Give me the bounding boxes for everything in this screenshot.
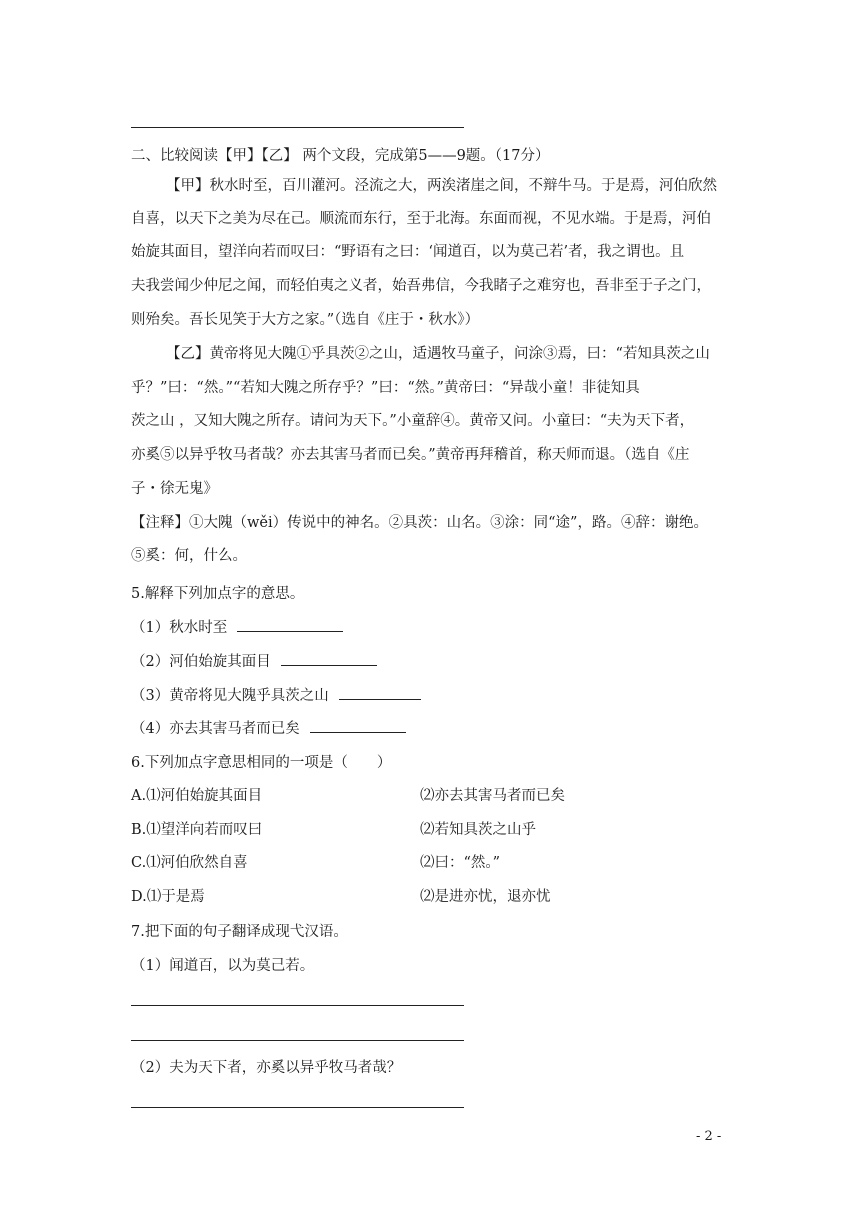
answer-blank[interactable] [310,718,406,733]
section-heading: 二、比较阅读【甲】【乙】 两个文段，完成第5——9题。（17分） [131,148,550,164]
passage-yi-line: 乎？”曰：“然。”“若知大隗之所存乎？”曰：“然。”黄帝曰：“异哉小童！非徒知具 [131,380,640,396]
q6-stem: 6.下列加点字意思相同的一项是（ ） [131,755,392,771]
answer-blank[interactable] [281,651,377,666]
q5-stem: 5.解释下列加点字的意思。 [131,586,305,602]
passage-jia-line: 自喜，以天下之美为尽在己。顺流而东行，至于北海。东面而视，不见水端。于是焉，河伯 [131,211,711,227]
passage-yi-line: 茨之山 ，又知大隗之所存。请问为天下。”小童辞④。黄帝又问。小童曰：“夫为天下者， [131,413,695,429]
top-rule [131,127,464,128]
q5-item-text: （3）黄帝将见大隗乎具茨之山 [131,688,329,704]
q6-option-d-part2: ⑵是进亦忧，退亦忧 [420,889,551,905]
answer-blank[interactable] [237,617,343,632]
q6-option-c-part2: ⑵曰：“然。” [420,855,501,871]
q7-stem: 7.把下面的句子翻译成现弋汉语。 [131,924,348,940]
answer-line[interactable] [131,1040,464,1041]
passage-jia-line: 则殆矣。吾长见笑于大方之家。”（选自《庄于・秋水》） [131,312,480,328]
q7-sentence-1: （1）闻道百，以为莫己若。 [131,958,315,974]
q6-option-a-part2: ⑵亦去其害马者而已矣 [420,788,565,804]
q6-option-b-part2: ⑵若知具茨之山乎 [420,822,536,838]
q5-item-text: （4）亦去其害马者而已矣 [131,721,300,737]
q6-option-c [131,853,531,873]
q6-option-a-part1: A.⑴河伯始旋其面目 [131,788,263,804]
q6-option-b [131,820,536,840]
passage-jia-line: 【甲】秋水时至，百川灌河。泾流之大，两涘渚崖之间，不辩牛马。于是焉，河伯欣然 [166,178,717,194]
answer-line[interactable] [131,1005,464,1006]
q5-item-4 [131,718,406,739]
q5-item-3 [131,685,421,706]
answer-blank[interactable] [339,685,421,700]
q5-item-text: （2）河伯始旋其面目 [131,654,271,670]
q7-sentence-2: （2）夫为天下者，亦奚以异乎牧马者哉？ [131,1060,402,1076]
passage-yi-line: 子・徐无鬼》 [131,481,218,497]
q6-option-b-part1: B.⑴望洋向若而叹曰 [131,822,263,838]
q6-option-c-part1: C.⑴河伯欣然自喜 [131,855,248,871]
passage-yi-line: 【乙】黄帝将见大隗①乎具茨②之山，适遇牧马童子，问涂③焉，曰：“若知具茨之山 [166,346,710,362]
q6-option-d-part1: D.⑴于是焉 [131,889,205,905]
passage-jia-line: 始旋其面目，望洋向若而叹曰：“野语有之曰：‘闻道百，以为莫己若’者，我之谓也。且 [131,244,685,260]
q6-option-d [131,887,551,907]
notes-line: 【注释】①大隗（wěi）传说中的神名。②具茨：山名。③涂：同“途”，路。④辞：谢绝。 [131,515,708,531]
q5-item-2 [131,651,377,672]
page-number: - 2 - [696,1129,722,1144]
q5-item-1 [131,617,343,638]
q5-item-text: （1）秋水时至 [131,620,228,636]
answer-line[interactable] [131,1107,464,1108]
q6-option-a [131,786,565,806]
passage-jia-line: 夫我尝闻少仲尼之闻，而轻伯夷之义者，始吾弗信，今我睹子之难穷也，吾非至于子之门， [131,278,711,294]
passage-yi-line: 亦奚⑤以异乎牧马者哉？亦去其害马者而已矣。”黄帝再拜稽首，称天师而退。（选自《庄 [131,447,690,463]
notes-line: ⑤奚：何，什么。 [131,548,247,564]
